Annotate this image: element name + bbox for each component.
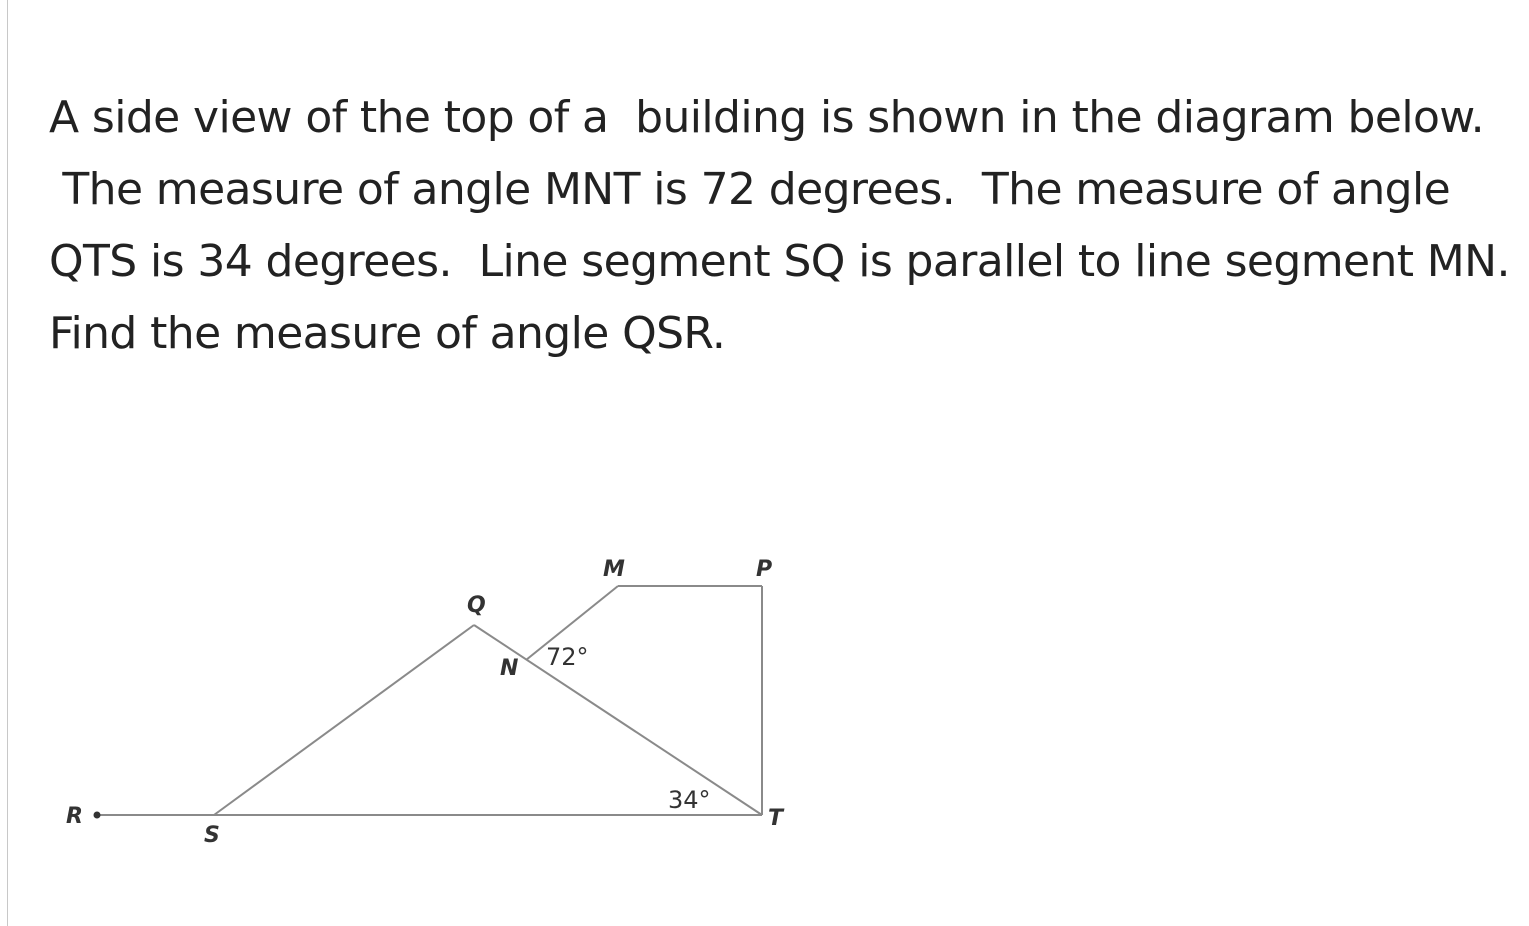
question-line-2: The measure of angle MNT is 72 degrees. The measure of angle — [49, 164, 1451, 215]
label-n: N — [500, 656, 519, 681]
question-line-4: Find the measure of angle QSR. — [49, 308, 726, 359]
segment-s-q — [214, 625, 474, 815]
question-line-3: QTS is 34 degrees. Line segment SQ is parallel to line segment MN. — [49, 236, 1510, 287]
segment-q-t — [474, 625, 762, 815]
angle-mnt-label: 72° — [546, 643, 589, 671]
label-s: S — [204, 823, 220, 848]
label-q: Q — [467, 593, 486, 618]
angle-qts-label: 34° — [668, 786, 711, 814]
point-r-dot — [94, 812, 101, 819]
label-m: M — [603, 557, 625, 582]
question-line-1: A side view of the top of a building is shown in the diagram below. — [49, 92, 1485, 143]
label-p: P — [756, 557, 773, 582]
label-r: R — [66, 804, 83, 829]
label-t: T — [768, 806, 784, 831]
